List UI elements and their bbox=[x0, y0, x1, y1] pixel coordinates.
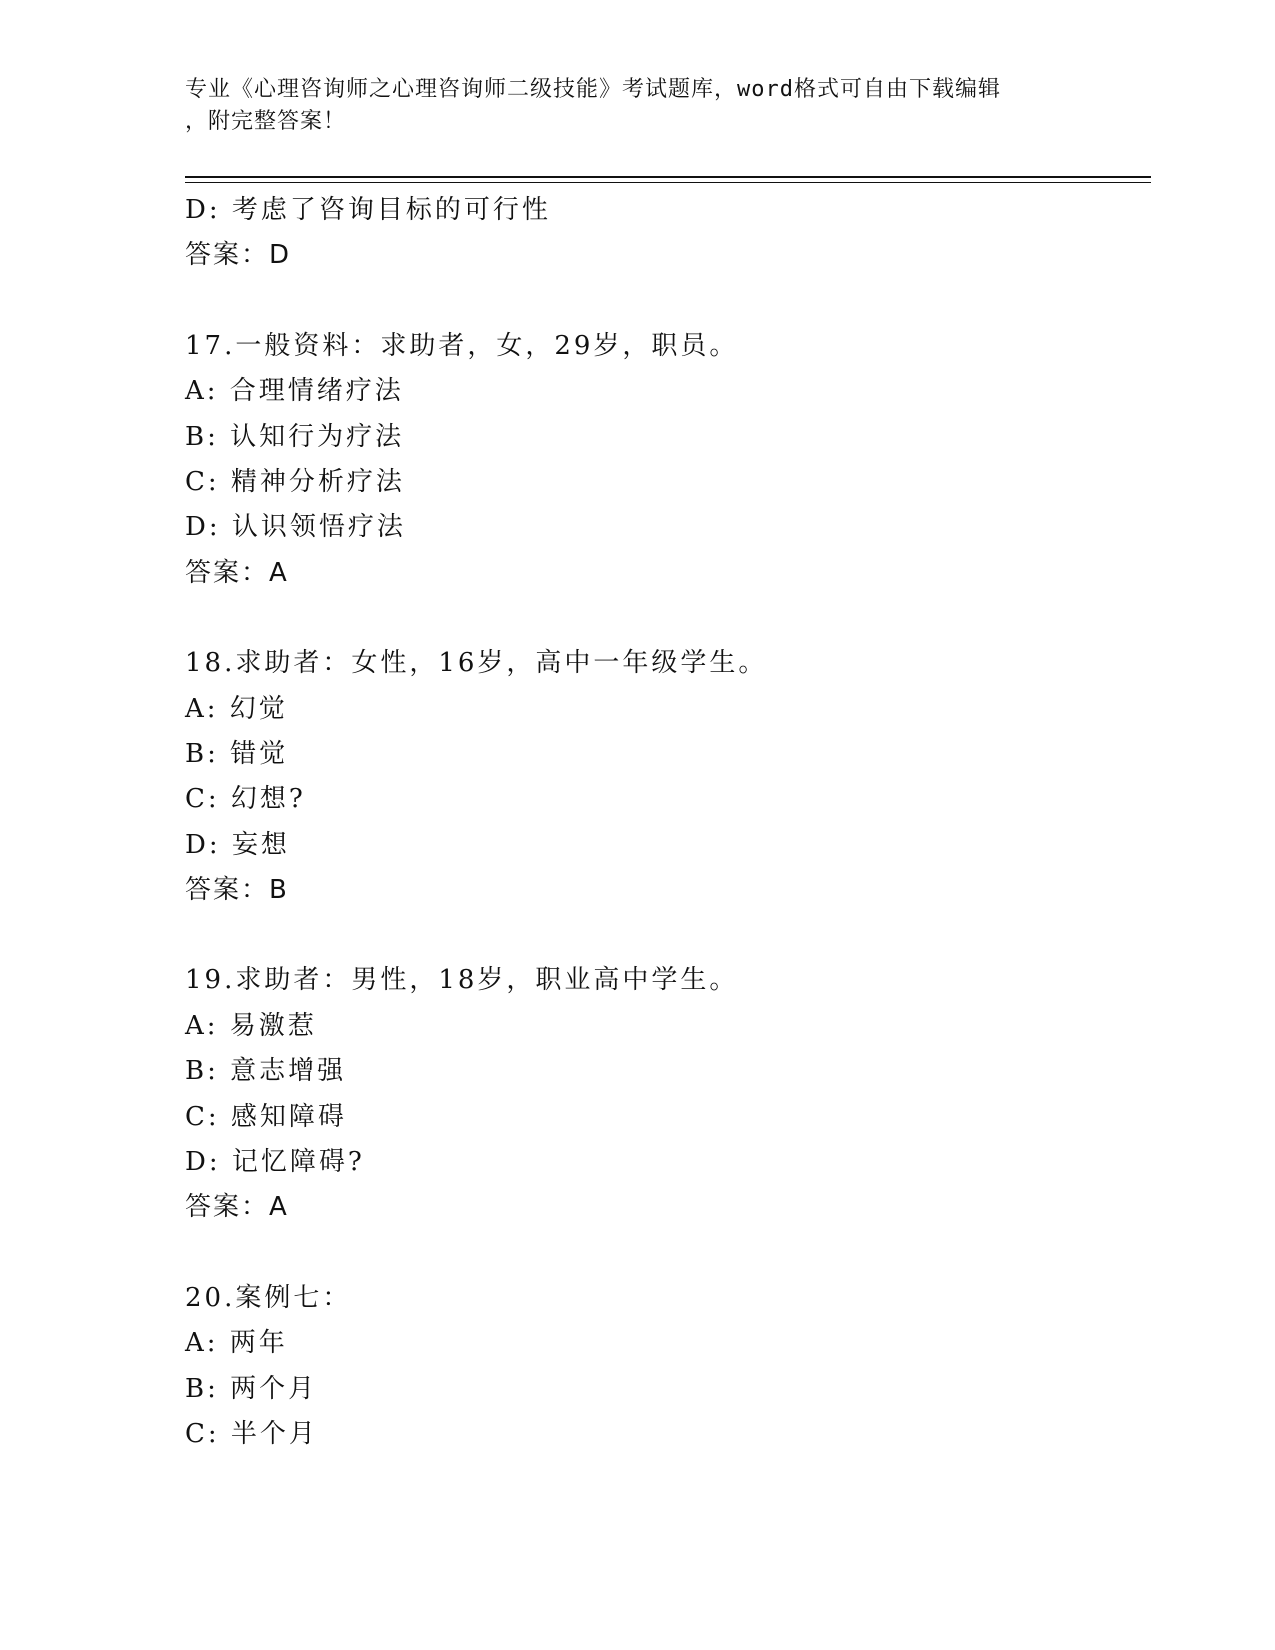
question-stem: 20.案例七： bbox=[185, 1282, 352, 1313]
question-17 bbox=[185, 324, 1145, 596]
header-line-2: ，附完整答案！ bbox=[185, 109, 347, 134]
option-b: B: 意志增强 bbox=[185, 1056, 347, 1087]
answer-line: 答案：A bbox=[185, 1192, 289, 1223]
option-b: B: 两个月 bbox=[185, 1373, 318, 1404]
option-d: D: 考虑了咨询目标的可行性 bbox=[185, 195, 551, 225]
question-19 bbox=[185, 958, 1145, 1230]
option-d: D: 认识领悟疗法 bbox=[185, 512, 406, 543]
answer-line: 答案：D bbox=[185, 240, 292, 271]
spacer bbox=[185, 279, 1145, 324]
option-a: A: 易激惹 bbox=[185, 1010, 317, 1041]
header-divider-thin bbox=[185, 182, 1151, 183]
option-c: C: 精神分析疗法 bbox=[185, 466, 405, 497]
option-a: A: 幻觉 bbox=[185, 693, 288, 724]
option-c: C: 半个月 bbox=[185, 1418, 318, 1449]
option-a: A: 合理情绪疗法 bbox=[185, 376, 404, 407]
spacer bbox=[185, 913, 1145, 958]
document-header bbox=[185, 74, 1085, 138]
question-stem: 19.求助者：男性，18岁，职业高中学生。 bbox=[185, 965, 739, 996]
question-18 bbox=[185, 641, 1145, 913]
answer-line: 答案：A bbox=[185, 557, 289, 588]
question-stem: 17.一般资料：求助者，女，29岁，职员。 bbox=[185, 330, 739, 361]
header-line-1: 专业《心理咨询师之心理咨询师二级技能》考试题库，word格式可自由下载编辑 bbox=[185, 77, 1001, 102]
option-b: B: 错觉 bbox=[185, 738, 289, 769]
spacer bbox=[185, 1231, 1145, 1276]
question-16-tail bbox=[185, 188, 1145, 279]
option-c: C: 幻想? bbox=[185, 784, 306, 815]
question-stem: 18.求助者：女性，16岁，高中一年级学生。 bbox=[185, 648, 768, 679]
option-c: C: 感知障碍 bbox=[185, 1101, 347, 1132]
question-20 bbox=[185, 1276, 1145, 1458]
option-b: B: 认知行为疗法 bbox=[185, 421, 405, 452]
option-d: D: 妄想 bbox=[185, 829, 290, 860]
option-a: A: 两年 bbox=[185, 1328, 288, 1359]
header-divider-thick bbox=[185, 176, 1151, 178]
option-d: D: 记忆障碍? bbox=[185, 1147, 365, 1178]
question-list bbox=[185, 188, 1145, 1457]
answer-line: 答案：B bbox=[185, 875, 289, 906]
spacer bbox=[185, 596, 1145, 641]
